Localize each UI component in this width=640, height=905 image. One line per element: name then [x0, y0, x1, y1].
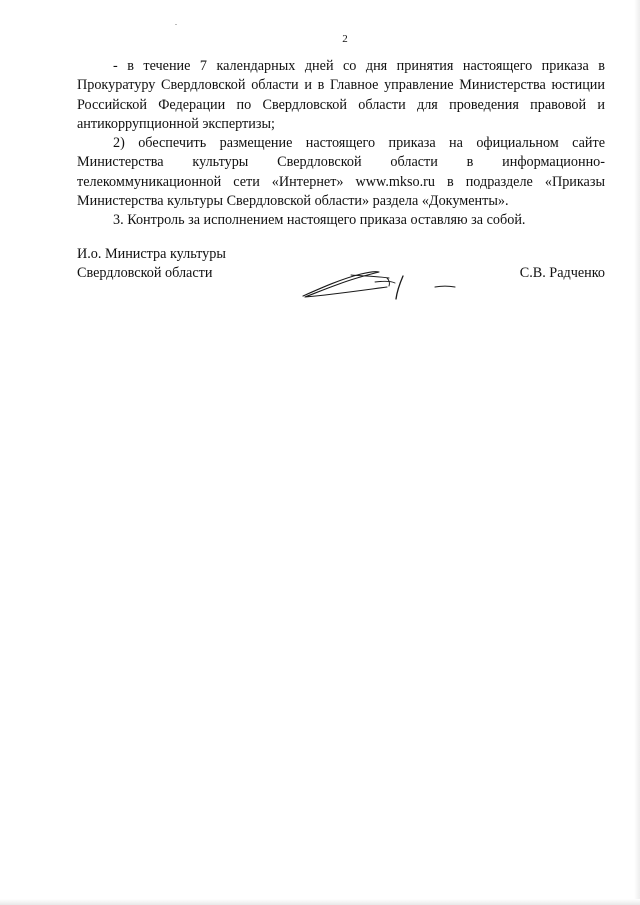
scan-artifact [175, 24, 177, 25]
signer-title-line-2: Свердловской области [77, 265, 213, 282]
signer-title-line-1: И.о. Министра культуры [77, 246, 226, 262]
signer-title [77, 245, 226, 284]
page-number: 2 [342, 33, 348, 45]
paragraph-submission-deadline: - в течение 7 календарных дней со дня принятия настоящего приказа в Прокуратуру Свердловской области и в Главное управление Министерства юстиции Российской Федерации по Свердловской области для проведения правовой и антикоррупционной экспертизы; [77, 58, 605, 132]
paragraph-control: 3. Контроль за исполнением настоящего приказа оставляю за собой. [113, 212, 526, 229]
scan-edge-bottom [0, 899, 640, 905]
signature-block [77, 245, 605, 305]
document-body [77, 57, 605, 231]
scan-edge-right [634, 0, 640, 905]
signer-name: С.В. Радченко [519, 265, 605, 281]
handwritten-signature [299, 257, 459, 307]
paragraph-website-publication: 2) обеспечить размещение настоящего приказа на официальном сайте Министерства культуры Свердловской области в информационно-телекоммуникационной сети «Интернет» www.mkso.ru в подразделе «Приказы Министерства культуры Свердловской области» раздела «Документы». [77, 135, 605, 210]
